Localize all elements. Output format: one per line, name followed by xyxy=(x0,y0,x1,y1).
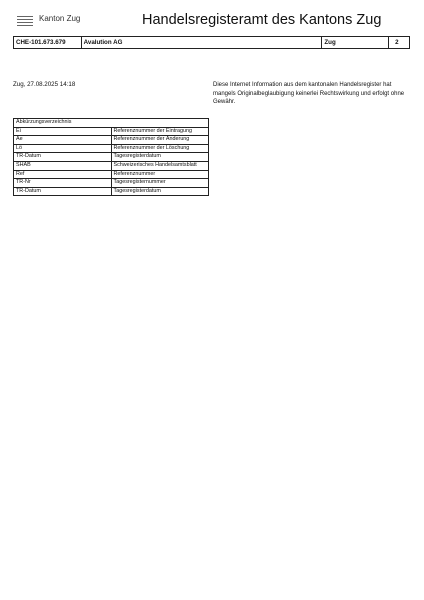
abbr-cell: Lö xyxy=(14,144,112,153)
table-row xyxy=(14,179,209,188)
table-row xyxy=(14,144,209,153)
seat-cell: Zug xyxy=(322,37,389,48)
company-header-table xyxy=(13,36,410,49)
abbreviations-heading: Abkürzungsverzeichnis xyxy=(14,119,209,128)
abbr-cell: TR-Nr xyxy=(14,179,112,188)
page-number-cell: 2 xyxy=(395,39,399,46)
abbreviations-table xyxy=(13,118,209,196)
uid-cell: CHE-101.673.679 xyxy=(14,37,82,48)
disclaimer-text: Diese Internet Information aus dem kantonalen Handelsregister hat mangels Originalbeglaubigung keinerlei Rechtswirkung und erfolgt ohne Gewähr. xyxy=(213,82,405,106)
abbr-cell: TR-Datum xyxy=(14,153,112,162)
meaning-cell: Referenznummer xyxy=(111,170,209,179)
abbr-cell: TR-Datum xyxy=(14,187,112,196)
logo-bars-icon xyxy=(17,16,33,28)
meaning-cell: Referenznummer der Eintragung xyxy=(111,127,209,136)
kanton-zug-logo xyxy=(17,14,87,30)
abbr-cell: Ei xyxy=(14,127,112,136)
meaning-cell: Schweizerisches Handelsamtsblatt xyxy=(111,161,209,170)
company-name-cell: Avalution AG xyxy=(82,37,323,48)
logo-text: Kanton Zug xyxy=(39,14,81,23)
document-title: Handelsregisteramt des Kantons Zug xyxy=(142,12,382,28)
abbreviations-heading-row xyxy=(14,119,209,128)
table-row xyxy=(14,187,209,196)
meaning-cell: Referenznummer der Löschung xyxy=(111,144,209,153)
abbr-cell: SHAB xyxy=(14,161,112,170)
table-row xyxy=(14,161,209,170)
meaning-cell: Tagesregisterdatum xyxy=(111,153,209,162)
table-row xyxy=(14,170,209,179)
meaning-cell: Referenznummer der Änderung xyxy=(111,136,209,145)
table-row xyxy=(14,127,209,136)
meaning-cell: Tagesregisternummer xyxy=(111,179,209,188)
table-row xyxy=(14,153,209,162)
abbr-cell: Ae xyxy=(14,136,112,145)
place-date: Zug, 27.08.2025 14:18 xyxy=(13,81,76,88)
meaning-cell: Tagesregisterdatum xyxy=(111,187,209,196)
table-row xyxy=(14,136,209,145)
abbr-cell: Ref xyxy=(14,170,112,179)
